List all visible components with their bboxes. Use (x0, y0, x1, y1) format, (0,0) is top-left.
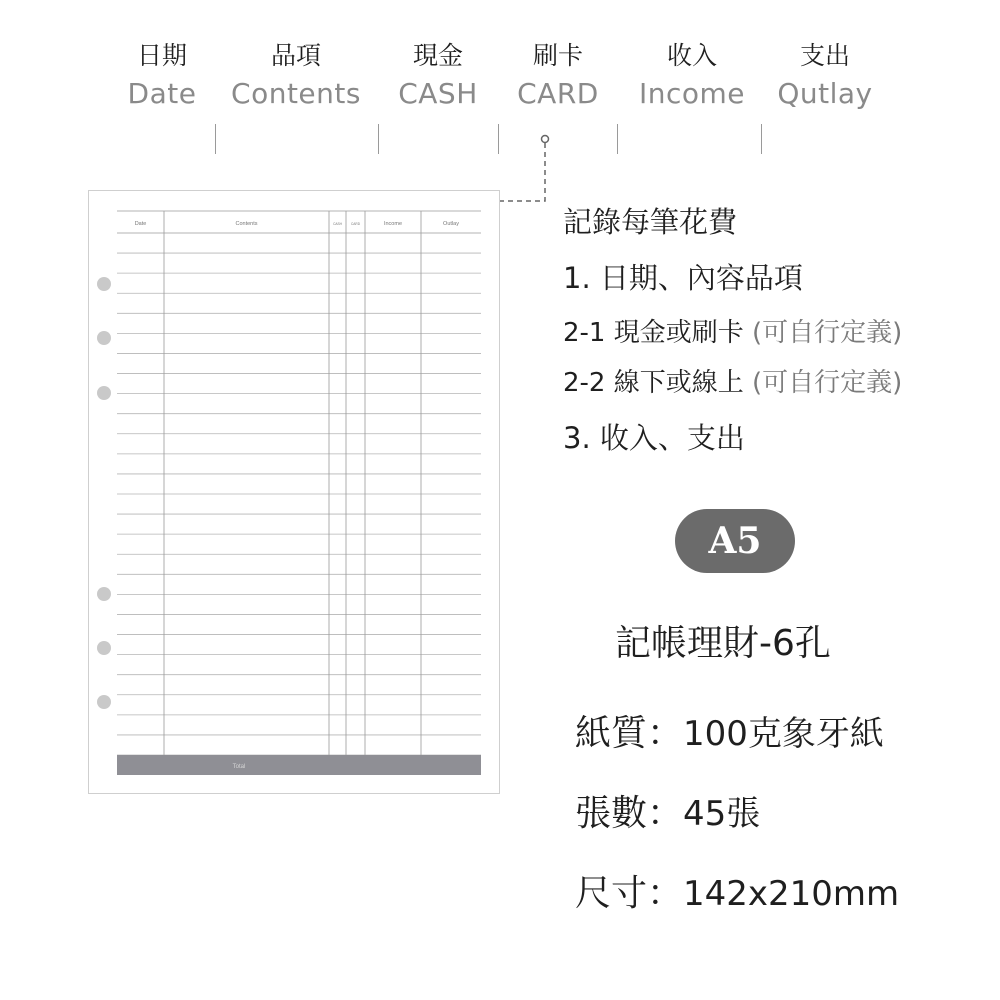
legend-cash (388, 40, 488, 116)
legend-divider (617, 124, 618, 154)
legend-income-zh: 收入 (666, 41, 717, 70)
binder-hole (97, 331, 111, 345)
spec-paper (575, 705, 884, 756)
binder-hole (97, 386, 111, 400)
column-legend (120, 40, 890, 130)
spec-sheets-value: 45張 (683, 794, 761, 834)
legend-cash-zh: 現金 (412, 41, 463, 70)
total-bar (117, 755, 481, 775)
sheet-column-header: CASH (333, 222, 342, 226)
feature-item-4: 3. 收入、支出 (563, 421, 745, 455)
legend-date-en: Date (127, 77, 197, 110)
spec-sheets-label: 張數： (575, 793, 684, 834)
spec-size (575, 865, 899, 916)
legend-income-en: Income (638, 77, 746, 110)
feature-item-2-note: (可自行定義) (752, 318, 903, 348)
legend-date (120, 40, 204, 116)
legend-outlay (770, 40, 880, 116)
ledger-grid (89, 191, 501, 795)
feature-title: 記錄每筆花費 (563, 205, 738, 239)
size-badge: A5 (675, 509, 795, 573)
legend-divider (498, 124, 499, 154)
spec-paper-label: 紙質： (575, 713, 684, 754)
legend-outlay-en: Qutlay (777, 77, 873, 110)
feature-item-3-note: (可自行定義) (752, 368, 903, 398)
product-name: 記帳理財-6孔 (615, 623, 831, 664)
legend-cash-en: CASH (398, 77, 478, 110)
feature-item-1: 1. 日期、內容品項 (563, 261, 803, 295)
sheet-column-header: Date (134, 221, 147, 227)
binder-hole (97, 277, 111, 291)
ledger-sheet (88, 190, 500, 794)
binder-hole (97, 641, 111, 655)
legend-divider (215, 124, 216, 154)
binder-hole (97, 695, 111, 709)
sheet-column-header: CARD (350, 222, 361, 226)
legend-contents (226, 40, 366, 116)
legend-contents-en: Contents (231, 77, 361, 110)
spec-paper-value: 100克象牙紙 (683, 714, 884, 754)
legend-divider (378, 124, 379, 154)
feature-item-2 (563, 312, 902, 349)
sheet-column-header: Income (383, 221, 403, 227)
feature-item-3 (563, 362, 902, 399)
binder-hole (97, 587, 111, 601)
sheet-column-header: Outlay (443, 221, 459, 227)
feature-item-3-main: 2-2 線下或線上 (563, 368, 744, 398)
legend-contents-zh: 品項 (270, 41, 321, 70)
legend-outlay-zh: 支出 (799, 41, 850, 70)
feature-item-2-main: 2-1 現金或刷卡 (563, 318, 744, 348)
legend-card-zh: 刷卡 (532, 41, 583, 70)
legend-card (508, 40, 608, 116)
spec-sheets (575, 785, 760, 836)
legend-income (627, 40, 757, 116)
legend-date-zh: 日期 (136, 41, 187, 70)
legend-divider (761, 124, 762, 154)
sheet-column-header: Contents (235, 221, 258, 227)
spec-size-label: 尺寸： (575, 873, 684, 914)
spec-size-value: 142x210mm (683, 874, 900, 914)
legend-card-en: CARD (517, 77, 599, 110)
total-label: Total (232, 764, 246, 770)
